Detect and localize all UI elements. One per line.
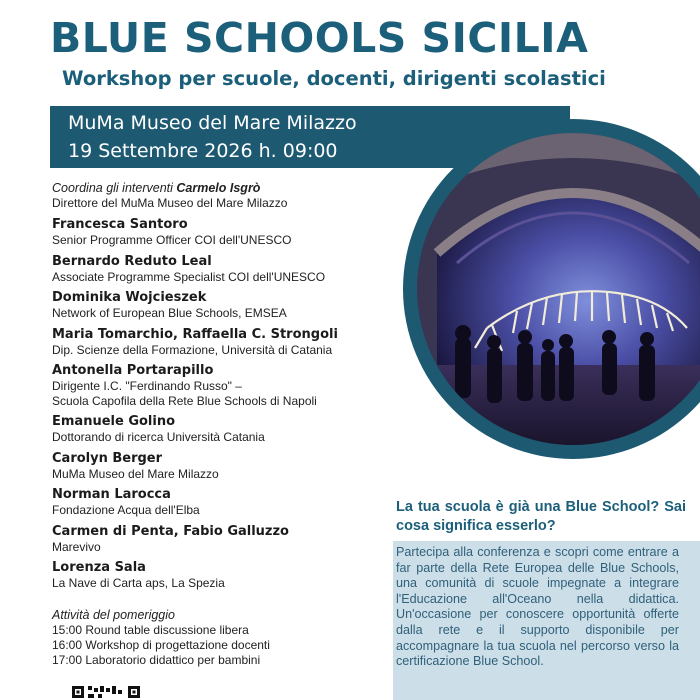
speaker-name: Carolyn Berger — [52, 450, 163, 466]
schedule-item: 17:00 Laboratorio didattico per bambini — [52, 653, 261, 667]
info-question: La tua scuola è già una Blue School? Sai cosa significa esserlo? — [396, 499, 686, 534]
speaker-name: Lorenza Sala — [52, 560, 146, 575]
speaker-role: Fondazione Acqua dell'Elba — [52, 503, 200, 517]
speaker-role: Senior Programme Officer COI dell'UNESCO — [52, 233, 292, 247]
speaker-role: Associate Programme Specialist COI dell'UNESCO — [52, 269, 326, 284]
speaker-role: Dirigente I.C. "Ferdinando Russo" – — [52, 379, 242, 393]
speaker-role: Dottorando di ricerca Università Catania — [52, 430, 265, 444]
speaker-name: Francesca Santoro — [52, 217, 188, 232]
coordinator-role: Direttore del MuMa Museo del Mare Milazzo — [52, 196, 288, 210]
speaker-role: Network of European Blue Schools, EMSEA — [52, 306, 287, 320]
afternoon-title: Attività del pomeriggio — [52, 608, 175, 622]
speaker-name: Dominika Wojcieszek — [52, 290, 207, 305]
info-body: Partecipa alla conferenza e scopri come entrare a far parte della Rete Europea delle Blue Schools, una comunità di scuole impegnate a integrare l'Educazione all'Oceano nella didattica. Un'occasione per conoscere opportunità offerte dalla rete e il supporto disponibile per accompagnare la tua scuola nel percorso verso la certificazione Blue School. — [396, 545, 679, 669]
speaker-role: MuMa Museo del Mare Milazzo — [52, 466, 219, 481]
page-title: BLUE SCHOOLS SICILIA — [50, 14, 589, 62]
speaker-role: Dip. Scienze della Formazione, Università di Catania — [52, 342, 333, 357]
schedule-item: 16:00 Workshop di progettazione docenti — [52, 638, 270, 652]
speaker-name: Emanuele Golino — [52, 414, 176, 429]
speaker-name: Maria Tomarchio, Raffaella C. Strongoli — [52, 326, 338, 342]
schedule-item: 15:00 Round table discussione libera — [52, 623, 249, 637]
coordinator-name: Carmelo Isgrò — [176, 181, 261, 195]
afternoon-schedule — [52, 607, 270, 668]
speakers-list — [52, 180, 392, 596]
speaker-name: Bernardo Reduto Leal — [52, 253, 212, 269]
speaker-name: Norman Larocca — [52, 487, 171, 502]
speaker-name: Antonella Portarapillo — [52, 363, 214, 378]
speaker-role: La Nave di Carta aps, La Spezia — [52, 576, 225, 590]
event-venue: MuMa Museo del Mare Milazzo — [68, 112, 357, 134]
speaker-role: Marevivo — [52, 539, 101, 554]
qr-code-icon — [72, 686, 144, 700]
page-subtitle: Workshop per scuole, docenti, dirigenti scolastici — [62, 67, 606, 90]
speaker-name: Carmen di Penta, Fabio Galluzzo — [52, 523, 289, 539]
coordinator-line — [52, 180, 392, 196]
coordinator-prefix: Coordina gli interventi — [52, 181, 173, 195]
event-datetime: 19 Settembre 2026 h. 09:00 — [68, 140, 338, 162]
speaker-role-line2: Scuola Capofila della Rete Blue Schools di Napoli — [52, 393, 317, 408]
